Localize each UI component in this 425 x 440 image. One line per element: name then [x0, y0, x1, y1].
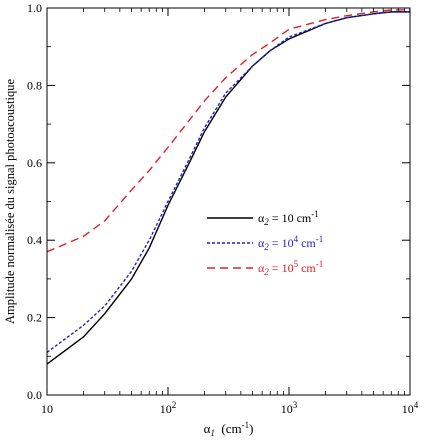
- legend-exp: 4: [293, 234, 299, 244]
- legend-unit-sup: -1: [311, 209, 319, 219]
- x-tick-exp: 3: [292, 400, 298, 410]
- legend-eq: = 10: [268, 261, 294, 275]
- x-label-unit: (cm: [214, 421, 242, 436]
- legend-symbol: α: [258, 261, 265, 275]
- x-tick-label: [41, 402, 53, 416]
- x-tick-exp: 4: [413, 400, 419, 410]
- legend-exp: 5: [293, 259, 299, 269]
- x-label-symbol: α: [203, 421, 211, 436]
- legend-label-3: [258, 259, 323, 277]
- y-tick-label: 0.6: [27, 155, 42, 170]
- x-tick-exp: 2: [171, 400, 177, 410]
- y-axis-label: Amplitude normalisée du signal photoacoustique: [3, 78, 17, 325]
- legend-label-1: [258, 209, 319, 227]
- x-tick-base: 10: [41, 402, 53, 416]
- legend-sub: 2: [264, 217, 269, 227]
- legend-unit-sup: -1: [315, 259, 324, 269]
- x-tick-label: [160, 400, 177, 416]
- legend-eq: = 10: [268, 236, 294, 250]
- legend-symbol: α: [258, 236, 265, 250]
- legend-unit: cm: [298, 236, 316, 250]
- plot-frame: [47, 8, 410, 395]
- series-line-1: [47, 12, 410, 364]
- legend-unit: cm: [298, 261, 316, 275]
- x-tick-base: 10: [280, 402, 293, 416]
- legend-sub: 2: [264, 242, 269, 252]
- x-label-sub: 1: [210, 428, 215, 438]
- legend-symbol: α: [258, 211, 265, 225]
- legend-unit-sup: -1: [315, 234, 324, 244]
- x-label-close: ): [249, 421, 254, 436]
- series-line-2: [47, 12, 410, 353]
- y-tick-label: 0.0: [27, 388, 42, 402]
- x-tick-label: [281, 400, 298, 416]
- legend-eq: = 10 cm: [268, 211, 312, 225]
- legend-sub: 2: [264, 267, 269, 277]
- x-tick-base: 10: [159, 402, 172, 416]
- series-line-3: [47, 10, 410, 252]
- legend-label-2: [258, 234, 323, 252]
- y-tick-label: 0.8: [27, 78, 42, 93]
- y-tick-label: 0.4: [27, 233, 42, 248]
- x-tick-label: [402, 400, 419, 416]
- y-tick-label: 1.0: [27, 1, 42, 15]
- y-tick-label: 0.2: [27, 310, 42, 325]
- x-label-unit-sup: -1: [241, 420, 250, 430]
- x-axis-label: [204, 420, 254, 438]
- x-tick-base: 10: [401, 402, 414, 416]
